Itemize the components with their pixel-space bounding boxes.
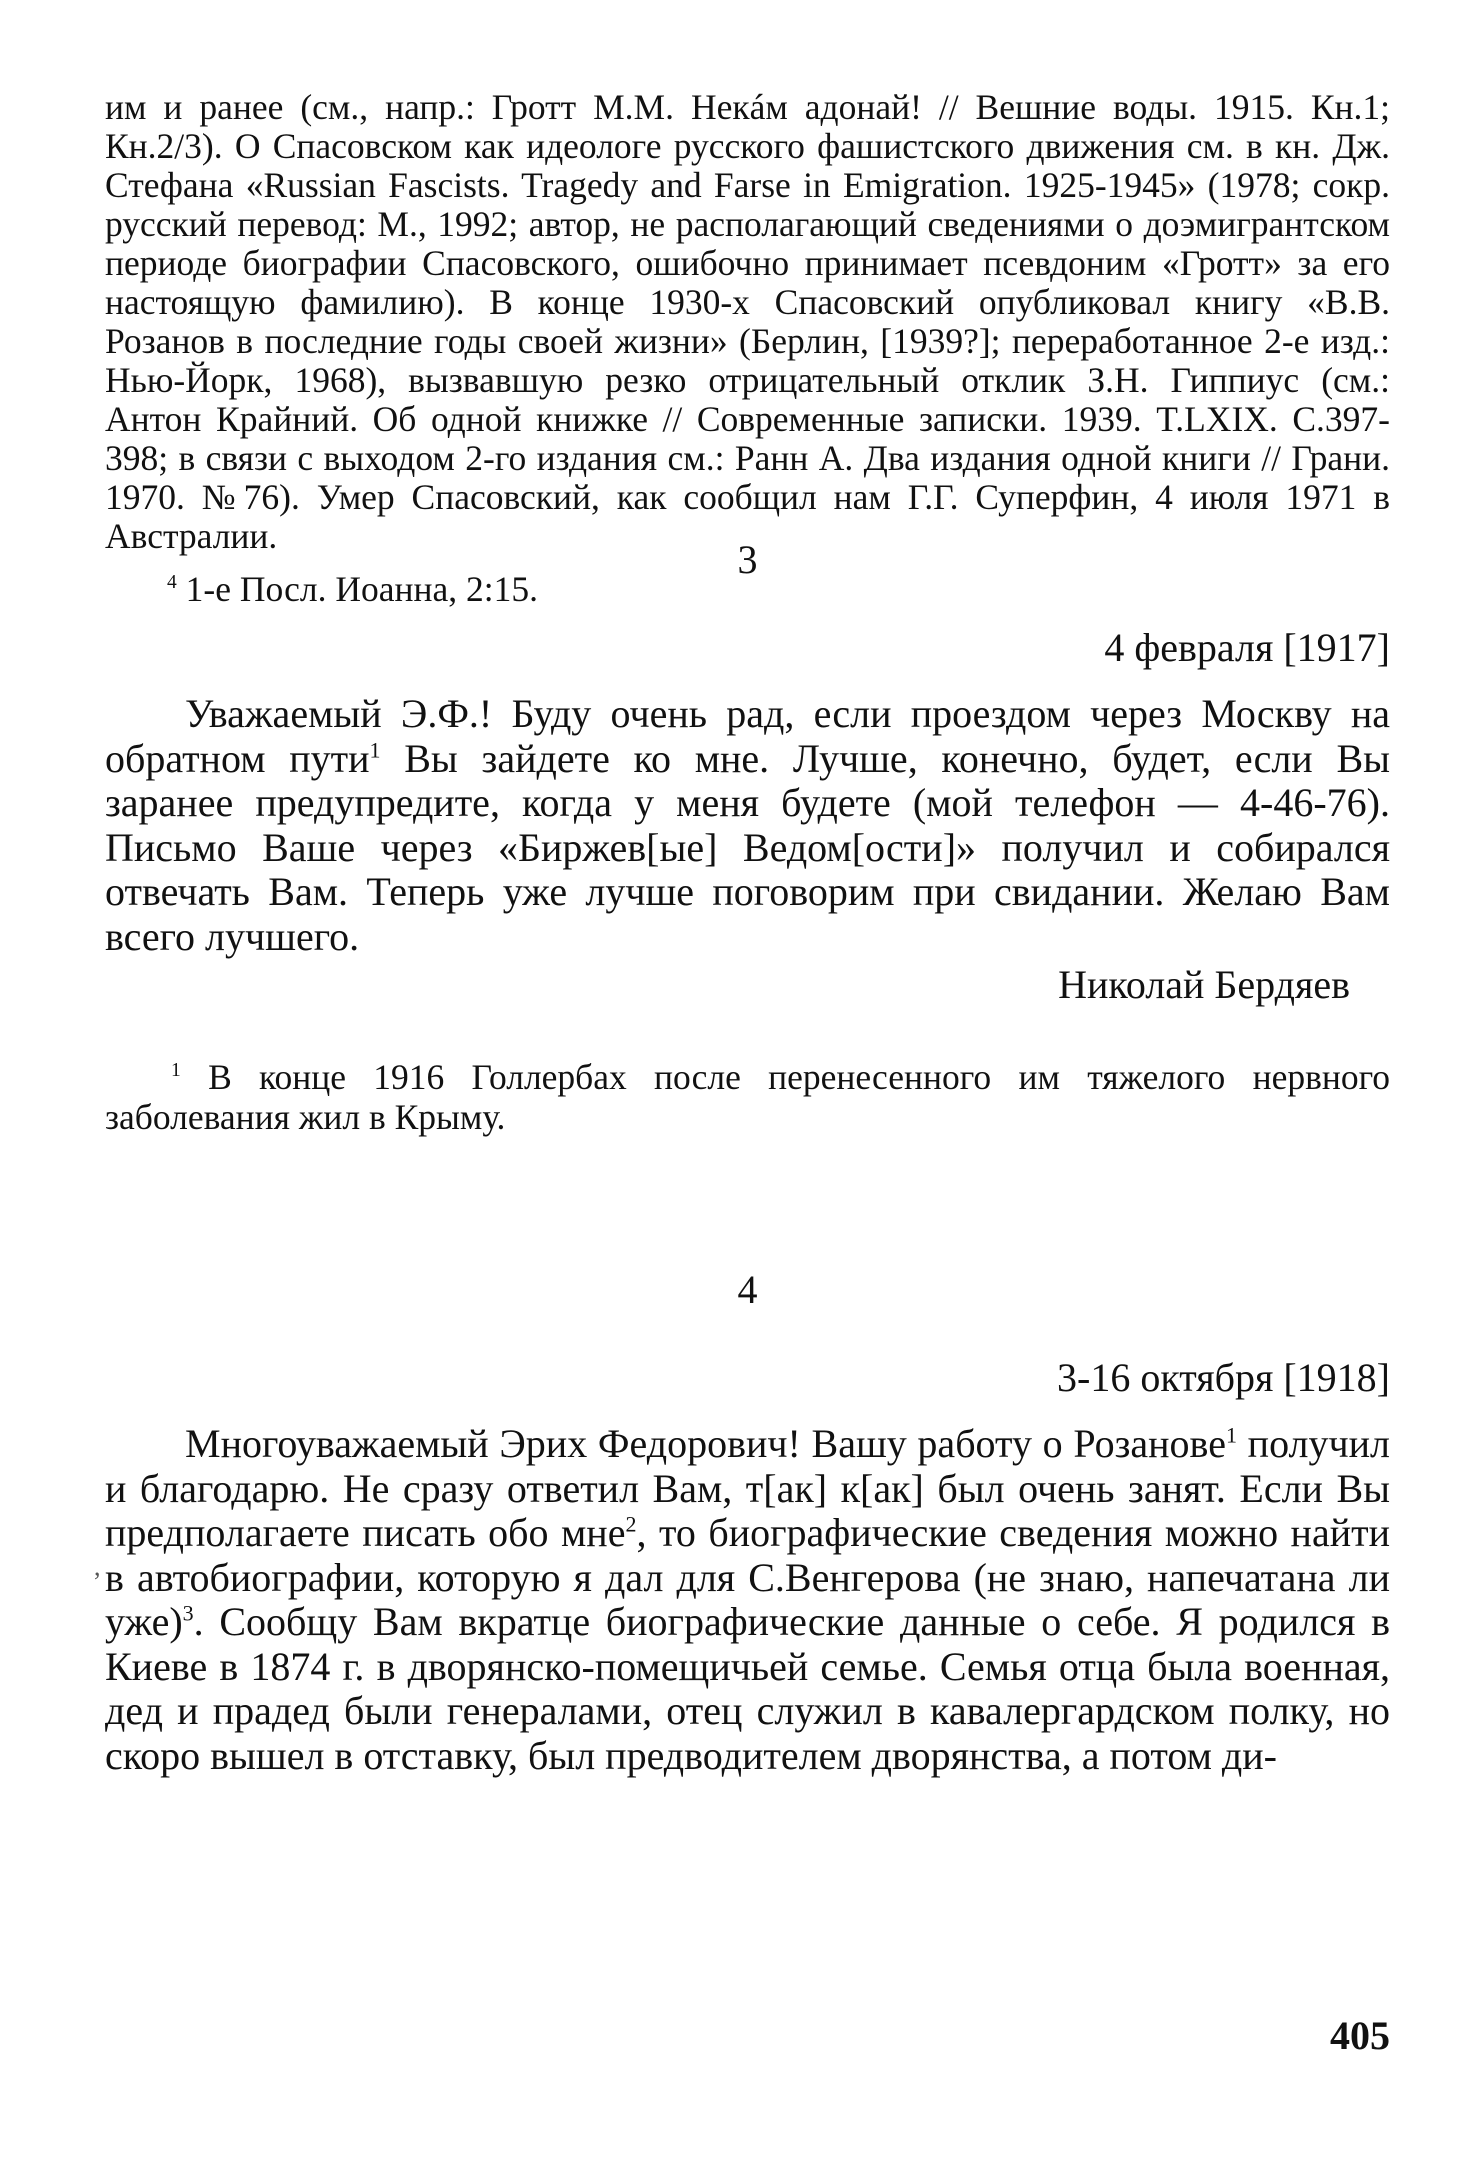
footnote-marker: 4 (167, 572, 177, 594)
letter-4 (105, 1268, 1390, 1778)
signature: Николай Бердяев (1058, 962, 1350, 1007)
letter-number: 3 (737, 537, 758, 582)
footnote-text: 1-е Посл. Иоанна, 2:15. (185, 569, 538, 609)
top-notes (105, 87, 1390, 609)
footnote-ref: 2 (625, 1511, 637, 1537)
letter-body (105, 692, 1390, 959)
letter-date: 3-16 октября [1918] (1057, 1355, 1390, 1400)
footnote-marker: 1 (171, 1060, 181, 1082)
letter-number: 4 (737, 1267, 758, 1312)
footnote-text: В конце 1916 Голлербах после перенесенного им тяжелого нервного заболевания жил в Крыму. (105, 1057, 1391, 1137)
letter-body (105, 1422, 1390, 1778)
footnote-ref: 1 (369, 737, 381, 763)
letter-3 (105, 538, 1390, 1137)
letter-date: 4 февраля [1917] (1104, 625, 1390, 670)
letter-text: , то биографические сведения можно найти в автобиографии, которую я дал для С.Венгерова (не знаю, напечатана ли уже) (105, 1510, 1391, 1644)
letter-text: получил и благодарю. Не сразу ответил Вам, т[ак] к[ак] был очень занят. Если Вы предполагаете писать обо мне (105, 1421, 1390, 1555)
letter-text: Вы зайдете ко мне. Лучше, конечно, будет, если Вы заранее предупредите, когда у меня будете (мой телефон — 4-46-76). Письмо Ваше через «Биржев[ые] Ведом[ости]» получил и собирался отвечать Вам. Теперь уже лучше поговорим при свидании. Желаю Вам всего лучшего. (105, 735, 1390, 959)
letter-text: Уважаемый Э.Ф.! Буду очень рад, если проездом через Москву на обратном пути (105, 691, 1390, 781)
footnote-1 (105, 1057, 1390, 1137)
letter-text: Многоуважаемый Эрих Федорович! Вашу работу о Розанове (185, 1421, 1226, 1466)
stray-mark: , (94, 1552, 101, 1581)
footnote-ref: 3 (182, 1600, 194, 1626)
page-content (105, 87, 1391, 1778)
note-paragraph: им и ранее (см., напр.: Гротт М.М. Некáм адонай! // Вешние воды. 1915. Кн.1; Кн.2/3). О Спасовском как идеологе русского фашистского движения см. в кн. Дж. Стефана «Russian Fascists. Tragedy and Farse in Emigration. 1925-1945» (1978; сокр. русский перевод: М., 1992; автор, не располагающий сведениями о доэмигрантском периоде биографии Спасовского, ошибочно принимает псевдоним «Гротт» за его настоящую фамилию). В конце 1930-х Спасовский опубликовал книгу «В.В. Розанов в последние годы своей жизни» (Берлин, [1939?]; переработанное 2-е изд.: Нью-Йорк, 1968), вызвавшую резко отрицательный отклик З.Н. Гиппиус (см.: Антон Крайний. Об одной книжке // Современные записки. 1939. T.LXIX. С.397-398; в связи с выходом 2-го издания см.: Ранн А. Два издания одной книги // Грани. 1970. №76). Умер Спасовский, как сообщил нам Г.Г. Суперфин, 4 июля 1971 в Австралии. (105, 87, 1390, 556)
footnote-ref: 1 (1225, 1422, 1237, 1448)
page-number: 405 (1330, 2013, 1390, 2058)
letter-text: . Сообщу Вам вкратце биографические данные о себе. Я родился в Киеве в 1874 г. в дворянско-помещичьей семье. Семья отца была военная, дед и прадед были генералами, отец служил в кавалергардском полку, но скоро вышел в отставку, был предводителем дворянства, а потом ди- (105, 1599, 1390, 1778)
